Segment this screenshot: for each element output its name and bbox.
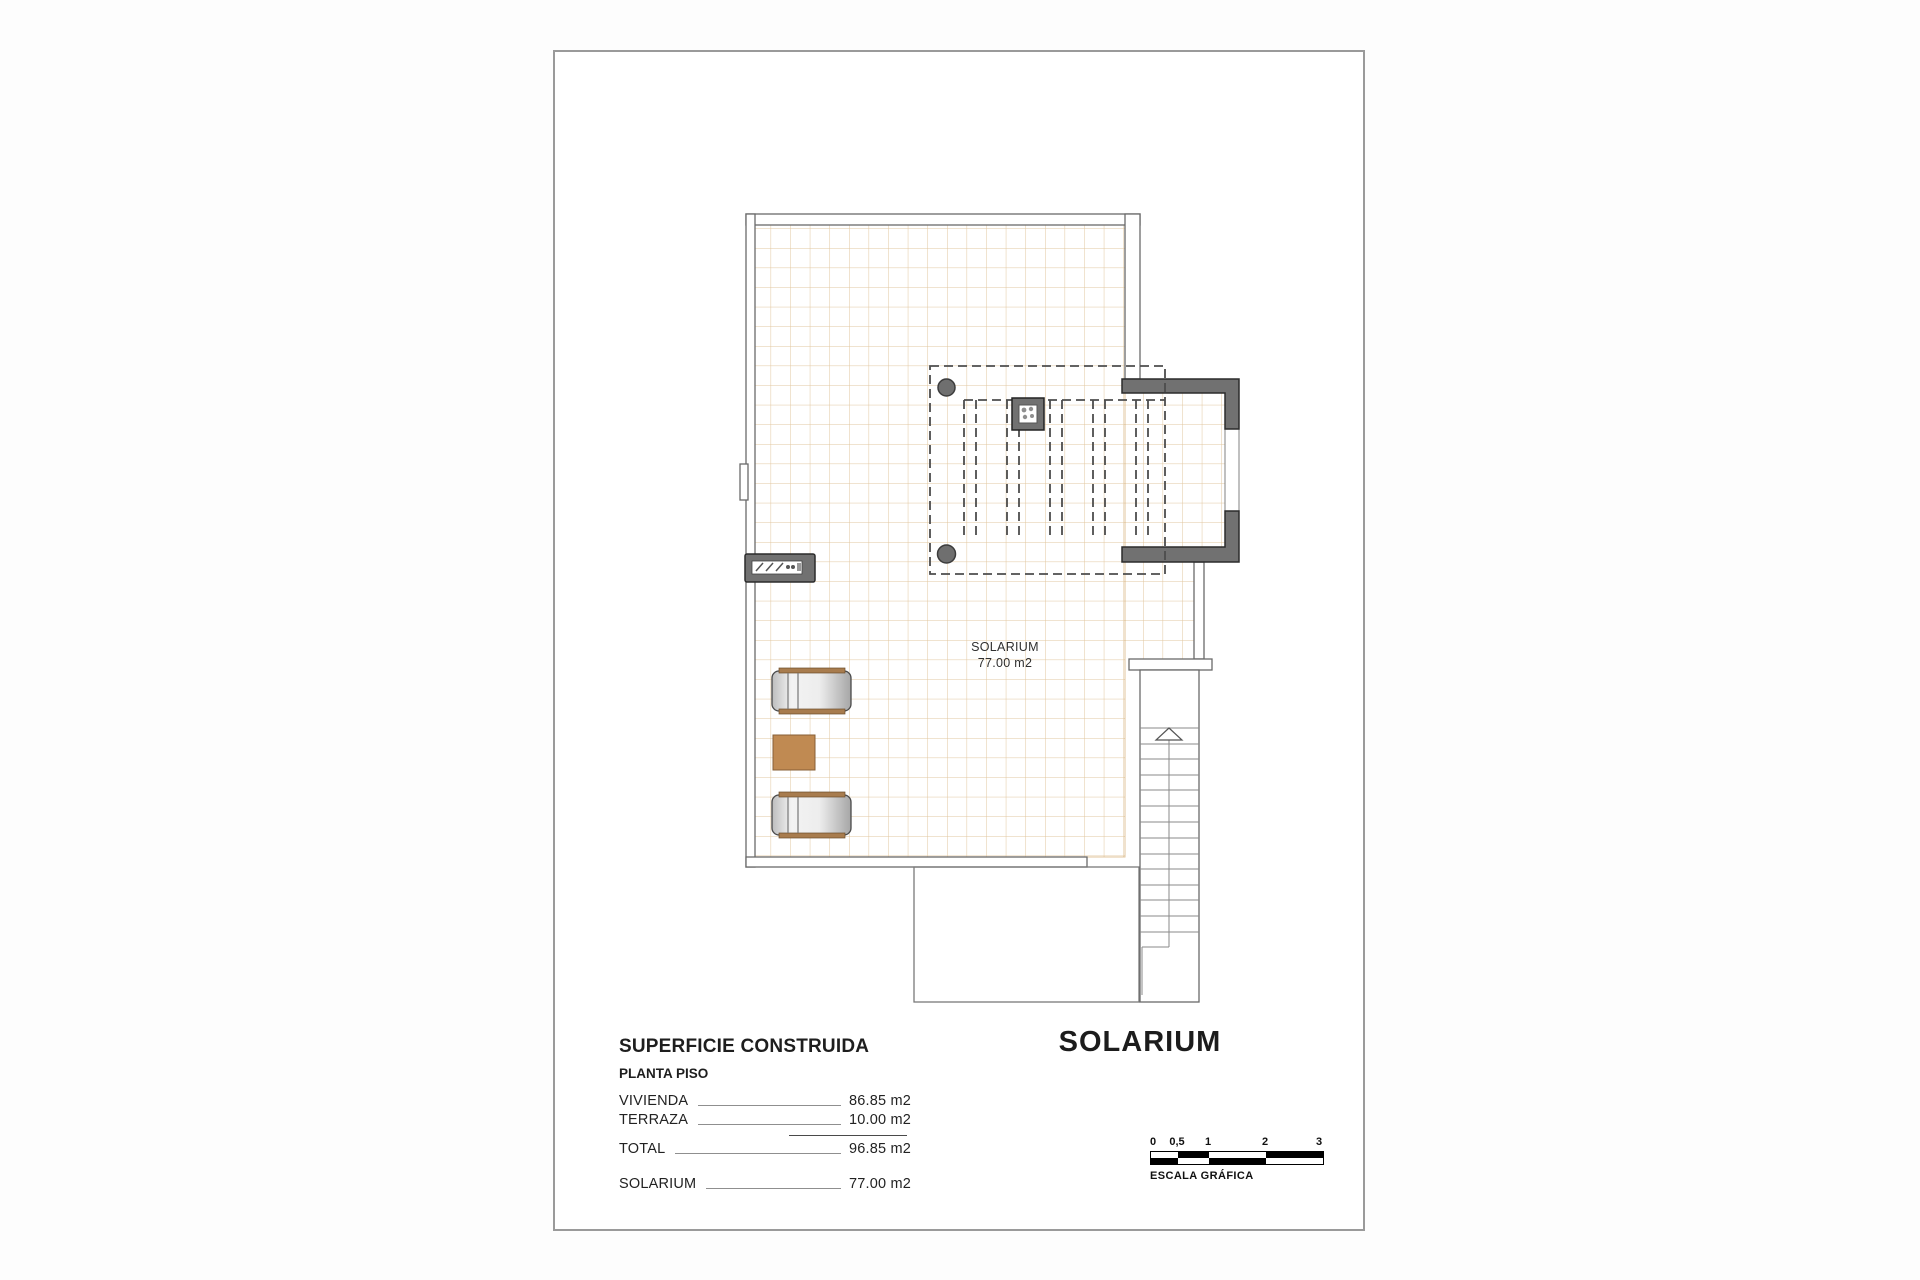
drawing-title: SOLARIUM <box>1058 1026 1222 1058</box>
leader-line <box>706 1187 841 1189</box>
room-name: SOLARIUM <box>971 640 1039 654</box>
scale-tick: 2 <box>1261 1136 1269 1148</box>
chimney <box>1012 398 1044 430</box>
row-label: VIVIENDA <box>619 1093 689 1109</box>
leader-line <box>675 1152 841 1154</box>
scale-ticks <box>1150 1136 1326 1149</box>
row-value: 86.85 m2 <box>849 1093 912 1109</box>
room-area: 77.00 m2 <box>977 656 1033 671</box>
leader-line <box>698 1123 841 1125</box>
wall-top <box>746 214 1140 225</box>
table-row-terraza <box>619 1111 915 1128</box>
wall-bottom <box>746 857 1087 867</box>
table-title: SUPERFICIE CONSTRUIDA <box>619 1036 870 1057</box>
stair-enclosure-bar <box>1129 659 1212 670</box>
built-area-table <box>619 1036 915 1192</box>
side-table <box>773 735 815 770</box>
row-value: 77.00 m2 <box>849 1176 912 1192</box>
barbecue-element <box>745 554 815 582</box>
column-top <box>938 379 955 396</box>
table-row-vivienda <box>619 1092 915 1109</box>
table-row-solarium <box>619 1175 915 1192</box>
row-label: SOLARIUM <box>619 1176 697 1192</box>
room-label <box>930 639 1080 672</box>
row-label: TOTAL <box>619 1141 666 1157</box>
sun-lounger-top <box>772 668 851 714</box>
scale-bar-row-bottom <box>1151 1158 1323 1164</box>
table-row-total <box>619 1140 915 1157</box>
graphic-scale <box>1150 1136 1326 1182</box>
scale-caption: ESCALA GRÁFICA <box>1150 1170 1254 1182</box>
row-label: TERRAZA <box>619 1112 689 1128</box>
drawing-sheet <box>553 50 1365 1231</box>
scale-tick: 0,5 <box>1169 1136 1185 1148</box>
window-opening <box>1225 429 1239 511</box>
row-value: 10.00 m2 <box>849 1112 912 1128</box>
wall-notch <box>740 464 748 500</box>
scale-bar <box>1150 1151 1324 1165</box>
sun-lounger-bottom <box>772 792 851 838</box>
lower-terrace-outline <box>914 867 1139 1002</box>
table-subtitle: PLANTA PISO <box>619 1066 709 1081</box>
column-bottom <box>938 545 956 563</box>
wall-right-lower <box>1194 562 1204 659</box>
scale-tick: 1 <box>1204 1136 1212 1148</box>
scale-tick: 0 <box>1149 1136 1157 1148</box>
scale-tick: 3 <box>1315 1136 1323 1148</box>
wall-left <box>746 214 755 867</box>
sum-divider-line <box>789 1135 907 1136</box>
leader-line <box>698 1104 841 1106</box>
staircase <box>1140 670 1199 1002</box>
wall-right-upper <box>1125 214 1140 379</box>
row-value: 96.85 m2 <box>849 1141 912 1157</box>
